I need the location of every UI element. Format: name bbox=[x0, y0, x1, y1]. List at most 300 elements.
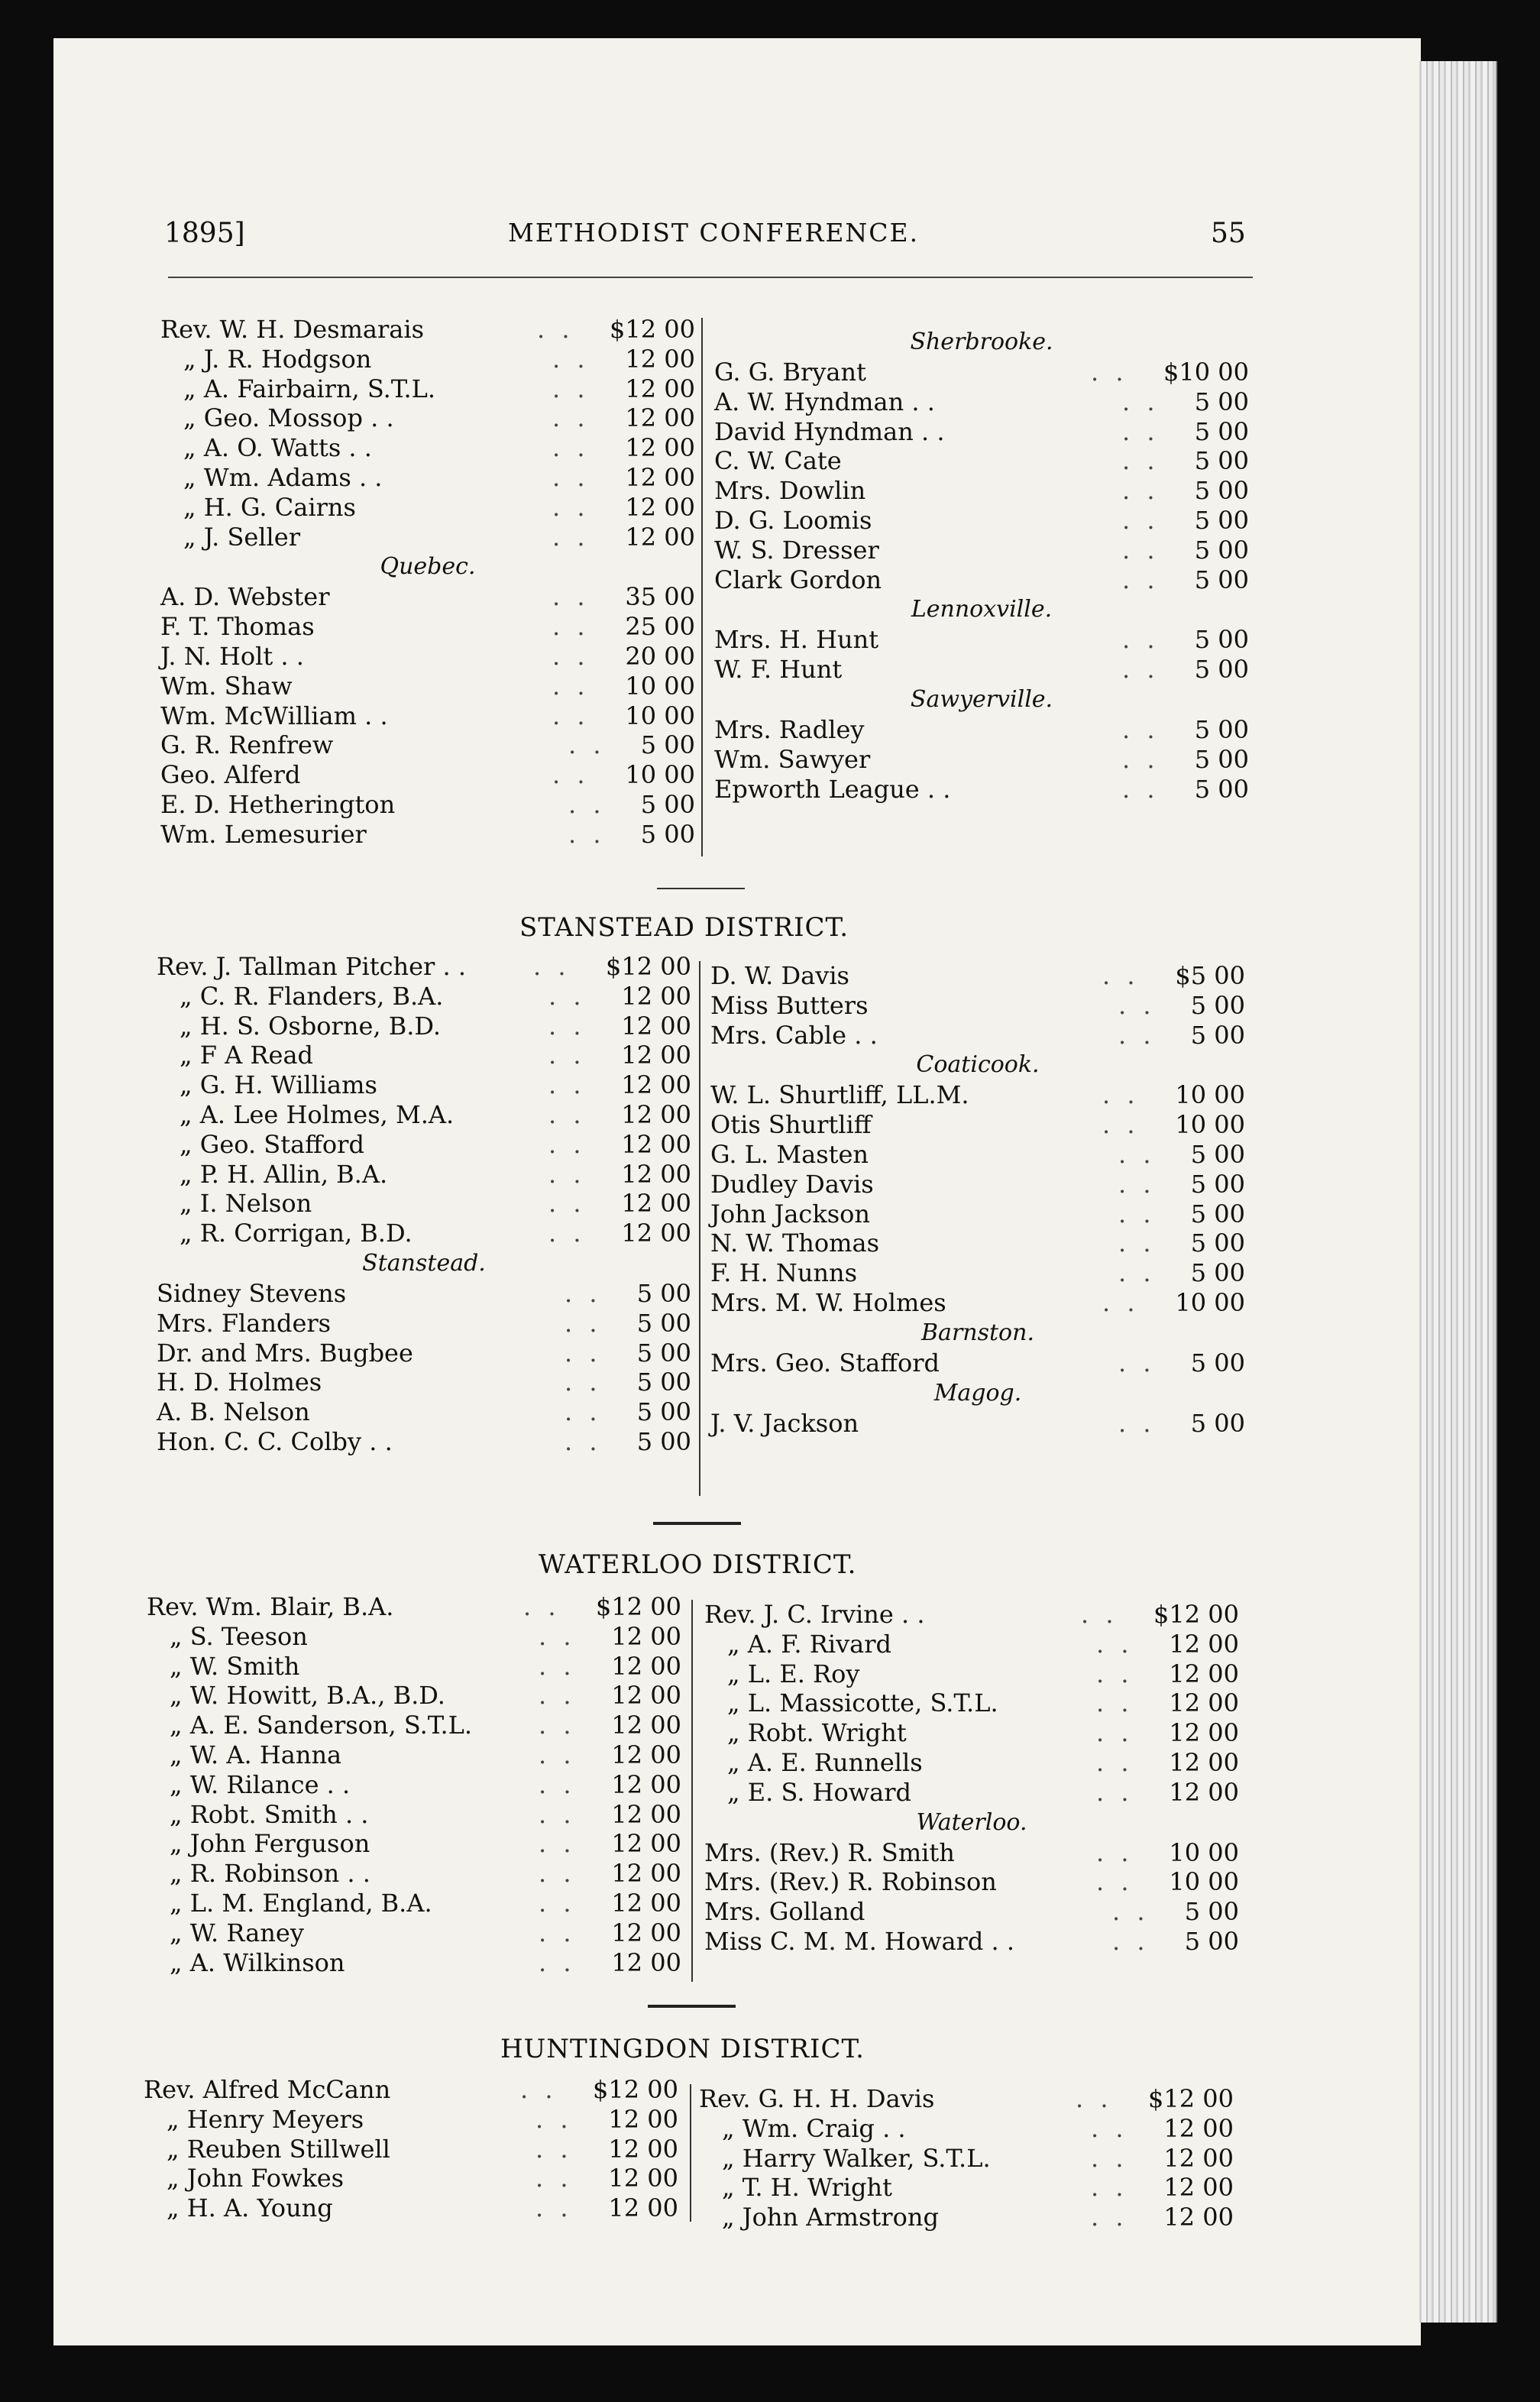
subscriber-name: G. R. Renfrew bbox=[160, 730, 334, 760]
subscriber-row bbox=[714, 476, 1249, 506]
dot-leader: . . bbox=[539, 1711, 576, 1740]
subscriber-row bbox=[710, 1409, 1245, 1439]
dot-leader: . . bbox=[552, 374, 590, 403]
subscriber-name: „ A. Fairbairn, S.T.L. bbox=[183, 374, 436, 403]
dot-leader: . . bbox=[1122, 714, 1160, 744]
subscription-amount: 5 00 bbox=[1194, 774, 1249, 804]
dot-leader: . . bbox=[1122, 416, 1160, 446]
subscriber-name: „ S. Teeson bbox=[170, 1621, 308, 1651]
subscriber-name: David Hyndman . . bbox=[714, 416, 945, 446]
dot-leader: . . bbox=[539, 1681, 576, 1711]
subscriber-name: „ Robt. Smith . . bbox=[170, 1799, 369, 1829]
subscription-amount: 10 00 bbox=[1169, 1867, 1239, 1897]
subscriber-name: „ Harry Walker, S.T.L. bbox=[722, 2143, 991, 2173]
subscriber-name: D. G. Loomis bbox=[714, 505, 872, 535]
subscription-amount: 12 00 bbox=[1169, 1777, 1239, 1807]
subscriber-name: A. B. Nelson bbox=[157, 1397, 310, 1427]
subscriber-name: „ W. Rilance . . bbox=[170, 1769, 351, 1799]
subscriber-row bbox=[157, 1219, 691, 1248]
subscriber-row bbox=[704, 1718, 1239, 1748]
subscriber-name: „ Robt. Wright bbox=[727, 1718, 907, 1748]
dot-leader: . . bbox=[1118, 990, 1156, 1020]
subscriber-name: C. W. Cate bbox=[714, 446, 842, 476]
subscriber-row bbox=[710, 1199, 1245, 1229]
column-divider bbox=[690, 2084, 691, 2222]
subscriber-row bbox=[157, 1041, 691, 1070]
subscriber-name: Miss Butters bbox=[710, 990, 869, 1020]
subscription-amount: 5 00 bbox=[1194, 655, 1249, 685]
subscriber-name: „ C. R. Flanders, B.A. bbox=[180, 981, 444, 1011]
dot-leader: . . bbox=[1118, 1229, 1156, 1258]
dot-leader: . . bbox=[1096, 1629, 1134, 1659]
subscription-amount: 10 00 bbox=[1169, 1837, 1239, 1867]
subscriber-row bbox=[714, 536, 1249, 565]
subscriber-name: „ F A Read bbox=[180, 1041, 313, 1070]
subscriber-name: J. N. Holt . . bbox=[160, 641, 304, 671]
subheading-locality: Sawyerville. bbox=[910, 685, 1053, 713]
dot-leader: . . bbox=[1122, 535, 1160, 565]
dot-leader: . . bbox=[552, 462, 590, 492]
header-rule bbox=[168, 277, 1253, 278]
subscriber-row bbox=[147, 1622, 681, 1652]
subscriber-row bbox=[147, 1829, 681, 1859]
subscription-amount: 5 00 bbox=[1194, 565, 1249, 594]
subscriber-name: H. D. Holmes bbox=[157, 1368, 322, 1397]
subscriber-row bbox=[157, 1309, 691, 1339]
subscriber-row bbox=[704, 1867, 1239, 1897]
subheading-locality: Magog. bbox=[933, 1379, 1022, 1407]
subscriber-name: „ E. S. Howard bbox=[727, 1777, 911, 1807]
subscriber-name: Mrs. M. W. Holmes bbox=[710, 1287, 946, 1317]
subscriber-row bbox=[714, 625, 1249, 655]
subscriber-row bbox=[710, 1140, 1245, 1170]
subscription-amount: 12 00 bbox=[621, 1159, 691, 1189]
subscription-amount: 12 00 bbox=[625, 492, 695, 522]
subscriber-row bbox=[157, 1279, 691, 1309]
subscription-amount: 12 00 bbox=[611, 1947, 681, 1977]
subscriber-name: „ A. F. Rivard bbox=[727, 1629, 892, 1659]
subscriber-row bbox=[704, 1838, 1239, 1868]
subscriber-row bbox=[160, 672, 695, 701]
section-separator bbox=[657, 888, 745, 889]
subscriber-name: Wm. Lemesurier bbox=[160, 819, 367, 849]
subscription-amount: 12 00 bbox=[1163, 2113, 1234, 2143]
subscription-amount: 12 00 bbox=[1169, 1747, 1239, 1777]
subscriber-name: Mrs. Cable . . bbox=[710, 1020, 878, 1050]
running-head-year: 1895] bbox=[164, 218, 245, 249]
subscription-amount: 5 00 bbox=[636, 1368, 691, 1397]
subscriber-row bbox=[160, 463, 695, 493]
dot-leader: . . bbox=[565, 1278, 602, 1308]
waterloo-left-column bbox=[147, 1592, 681, 1977]
subscriber-row bbox=[714, 417, 1249, 447]
stanstead-left-column bbox=[157, 952, 691, 1457]
subscriber-name: „ H. G. Cairns bbox=[183, 492, 356, 522]
subscriber-row bbox=[710, 1080, 1245, 1110]
subscriber-row bbox=[714, 565, 1249, 595]
subscriber-row bbox=[144, 2105, 678, 2135]
subscription-amount: 5 00 bbox=[1194, 446, 1249, 476]
stanstead-district-heading: STANSTEAD DISTRICT. bbox=[519, 912, 849, 943]
subscription-amount: $12 00 bbox=[593, 2075, 678, 2104]
dot-leader: . . bbox=[1102, 1080, 1140, 1110]
dot-leader: . . bbox=[1122, 387, 1160, 416]
subscriber-row bbox=[147, 1592, 681, 1622]
subscription-amount: $5 00 bbox=[1175, 961, 1245, 990]
subscription-amount: 12 00 bbox=[611, 1829, 681, 1859]
subscriber-name: Hon. C. C. Colby . . bbox=[157, 1426, 393, 1456]
subscription-amount: 12 00 bbox=[621, 1011, 691, 1041]
subscriber-name: „ J. Seller bbox=[183, 522, 300, 552]
subscriber-name: „ A. Lee Holmes, M.A. bbox=[180, 1099, 455, 1129]
subscription-amount: 12 00 bbox=[1163, 2203, 1234, 2232]
subscription-amount: 12 00 bbox=[1169, 1688, 1239, 1718]
subscription-amount: 5 00 bbox=[1194, 714, 1249, 744]
dot-leader: . . bbox=[1122, 476, 1160, 506]
dot-leader: . . bbox=[1091, 2173, 1128, 2203]
dot-leader: . . bbox=[548, 1219, 586, 1248]
subscriber-name: „ R. Corrigan, B.D. bbox=[180, 1219, 412, 1248]
dot-leader: . . bbox=[565, 1397, 602, 1427]
dot-leader: . . bbox=[539, 1769, 576, 1799]
subscriber-row bbox=[147, 1948, 681, 1978]
dot-leader: . . bbox=[539, 1829, 576, 1859]
subscription-amount: 5 00 bbox=[1190, 1408, 1245, 1438]
subscription-amount: 5 00 bbox=[1190, 1139, 1245, 1169]
dot-leader: . . bbox=[548, 1159, 586, 1189]
column-divider bbox=[701, 318, 703, 856]
subscriber-name: Rev. J. Tallman Pitcher . . bbox=[157, 952, 467, 981]
subscription-amount: 5 00 bbox=[640, 730, 695, 760]
subscriber-name: Rev. W. H. Desmarais bbox=[160, 315, 425, 344]
subscriber-row bbox=[157, 1427, 691, 1457]
subscriber-name: Wm. McWilliam . . bbox=[160, 701, 388, 730]
subscription-amount: 10 00 bbox=[1175, 1080, 1245, 1110]
dot-leader: . . bbox=[1118, 1020, 1156, 1050]
subscription-amount: 12 00 bbox=[611, 1651, 681, 1681]
subscriber-row bbox=[710, 1110, 1245, 1140]
subscriber-row bbox=[704, 1688, 1239, 1718]
subscriber-row bbox=[714, 506, 1249, 536]
subscription-amount: 12 00 bbox=[621, 1070, 691, 1100]
subscriber-row bbox=[714, 446, 1249, 476]
subscription-amount: 10 00 bbox=[625, 671, 695, 701]
subscriber-name: Mrs. H. Hunt bbox=[714, 625, 879, 655]
subscriber-row bbox=[160, 730, 695, 760]
subscriber-name: Epworth League . . bbox=[714, 774, 951, 804]
subscriber-name: Mrs. Dowlin bbox=[714, 476, 866, 506]
dot-leader: . . bbox=[1122, 774, 1160, 804]
subscription-amount: 10 00 bbox=[1175, 1287, 1245, 1317]
dot-leader: . . bbox=[552, 671, 590, 701]
subscription-amount: $12 00 bbox=[606, 952, 691, 981]
subscription-amount: 12 00 bbox=[1163, 2143, 1234, 2173]
subscriber-name: Dudley Davis bbox=[710, 1169, 874, 1199]
dot-leader: . . bbox=[1102, 1110, 1140, 1140]
subscription-amount: $12 00 bbox=[596, 1592, 681, 1621]
dot-leader: . . bbox=[1102, 1287, 1140, 1317]
subscriber-row bbox=[144, 2075, 678, 2105]
subscriber-row bbox=[157, 1339, 691, 1368]
column-divider bbox=[699, 961, 700, 1496]
subscriber-name: „ Reuben Stillwell bbox=[167, 2134, 390, 2164]
dot-leader: . . bbox=[535, 2104, 573, 2134]
continuation-right-column bbox=[714, 327, 1249, 804]
subscriber-name: „ John Fowkes bbox=[167, 2164, 345, 2193]
subscriber-row bbox=[699, 2203, 1234, 2232]
subscriber-name: „ Wm. Craig . . bbox=[722, 2113, 906, 2143]
subscriber-row bbox=[710, 961, 1245, 991]
subscriber-row bbox=[160, 315, 695, 345]
subscriber-row bbox=[157, 1160, 691, 1190]
subscriber-name: „ John Armstrong bbox=[722, 2203, 939, 2232]
subscriber-name: Mrs. Radley bbox=[714, 714, 865, 744]
dot-leader: . . bbox=[539, 1859, 576, 1889]
subscriber-name: Rev. Wm. Blair, B.A. bbox=[147, 1592, 394, 1621]
dot-leader: . . bbox=[1118, 1348, 1156, 1377]
subscriber-row bbox=[144, 2164, 678, 2193]
continuation-left-column bbox=[160, 315, 695, 850]
dot-leader: . . bbox=[552, 641, 590, 671]
subscriber-row bbox=[714, 775, 1249, 804]
dot-leader: . . bbox=[523, 1592, 561, 1621]
dot-leader: . . bbox=[535, 2134, 573, 2164]
running-head-title: METHODIST CONFERENCE. bbox=[508, 218, 920, 248]
subscriber-row bbox=[160, 374, 695, 404]
subscription-amount: 12 00 bbox=[621, 1099, 691, 1129]
subscriber-row bbox=[714, 387, 1249, 417]
dot-leader: . . bbox=[539, 1651, 576, 1681]
subscriber-name: Otis Shurtliff bbox=[710, 1110, 872, 1140]
subheading-locality: Quebec. bbox=[380, 553, 476, 581]
subheading-locality: Lennoxville. bbox=[911, 596, 1053, 623]
subscriber-name: Geo. Alferd bbox=[160, 760, 301, 790]
subscriber-row bbox=[699, 2084, 1234, 2114]
subscriber-row bbox=[160, 820, 695, 850]
subscriber-name: „ John Ferguson bbox=[170, 1829, 370, 1859]
subscription-amount: 5 00 bbox=[640, 789, 695, 819]
dot-leader: . . bbox=[1118, 1258, 1156, 1288]
dot-leader: . . bbox=[1118, 1199, 1156, 1229]
subscriber-row bbox=[147, 1770, 681, 1800]
subscription-amount: 5 00 bbox=[1194, 416, 1249, 446]
dot-leader: . . bbox=[1118, 1408, 1156, 1438]
subheading-locality: Coaticook. bbox=[916, 1051, 1040, 1079]
subscriber-name: F. T. Thomas bbox=[160, 612, 315, 642]
subscription-amount: 5 00 bbox=[636, 1397, 691, 1427]
subscriber-row bbox=[144, 2135, 678, 2164]
subscription-amount: 5 00 bbox=[636, 1308, 691, 1338]
dot-leader: . . bbox=[548, 1011, 586, 1041]
section-separator bbox=[653, 1522, 741, 1525]
subscriber-row bbox=[704, 1927, 1239, 1957]
subscriber-row bbox=[699, 2114, 1234, 2144]
dot-leader: . . bbox=[1112, 1897, 1150, 1927]
subscriber-name: G. L. Masten bbox=[710, 1139, 869, 1169]
subscriber-row bbox=[160, 523, 695, 552]
subscriber-row bbox=[147, 1681, 681, 1711]
subscriber-row bbox=[157, 1070, 691, 1100]
dot-leader: . . bbox=[565, 1338, 602, 1368]
subscriber-name: „ W. Smith bbox=[170, 1651, 300, 1681]
dot-leader: . . bbox=[552, 344, 590, 374]
huntingdon-left-column bbox=[144, 2075, 678, 2223]
subscriber-row bbox=[160, 612, 695, 642]
subscription-amount: 5 00 bbox=[636, 1278, 691, 1308]
subscription-amount: 12 00 bbox=[625, 374, 695, 403]
subscriber-name: Rev. G. H. H. Davis bbox=[699, 2084, 935, 2113]
subscriber-row bbox=[144, 2193, 678, 2223]
dot-leader: . . bbox=[565, 1368, 602, 1397]
dot-leader: . . bbox=[552, 433, 590, 463]
dot-leader: . . bbox=[548, 1189, 586, 1219]
subscription-amount: 20 00 bbox=[625, 641, 695, 671]
dot-leader: . . bbox=[568, 789, 606, 819]
subscriber-name: Miss C. M. M. Howard . . bbox=[704, 1926, 1015, 1956]
subscriber-row bbox=[147, 1652, 681, 1682]
subscription-amount: 5 00 bbox=[1194, 625, 1249, 655]
subscription-amount: 12 00 bbox=[625, 403, 695, 433]
dot-leader: . . bbox=[552, 582, 590, 612]
subscriber-row bbox=[699, 2144, 1234, 2174]
dot-leader: . . bbox=[1122, 505, 1160, 535]
dot-leader: . . bbox=[565, 1426, 602, 1456]
subscription-amount: 12 00 bbox=[611, 1711, 681, 1740]
subscription-amount: $12 00 bbox=[1153, 1600, 1239, 1629]
subscriber-name: W. F. Hunt bbox=[714, 655, 843, 685]
subscriber-name: Clark Gordon bbox=[714, 565, 882, 594]
subscriber-name: „ L. E. Roy bbox=[727, 1659, 860, 1688]
dot-leader: . . bbox=[548, 1099, 586, 1129]
dot-leader: . . bbox=[1122, 625, 1160, 655]
subscription-amount: 12 00 bbox=[608, 2104, 678, 2134]
subscription-amount: $12 00 bbox=[1148, 2084, 1234, 2113]
subscriber-row bbox=[710, 1258, 1245, 1288]
subscriber-row bbox=[160, 582, 695, 612]
subscriber-row bbox=[147, 1918, 681, 1948]
subscriber-name: Wm. Shaw bbox=[160, 671, 293, 701]
column-divider bbox=[691, 1600, 693, 1982]
subscriber-name: G. G. Bryant bbox=[714, 358, 866, 387]
subscriber-row bbox=[147, 1889, 681, 1918]
subscriber-row bbox=[710, 1170, 1245, 1199]
subscriber-row bbox=[157, 982, 691, 1012]
subscriber-row bbox=[704, 1600, 1239, 1630]
subscriber-name: „ I. Nelson bbox=[180, 1189, 312, 1219]
subscriber-row bbox=[147, 1711, 681, 1740]
subscriber-row bbox=[157, 1100, 691, 1130]
subscription-amount: 35 00 bbox=[625, 582, 695, 612]
subscriber-row bbox=[147, 1859, 681, 1889]
subscriber-name: „ H. A. Young bbox=[167, 2193, 333, 2223]
subscriber-row bbox=[704, 1630, 1239, 1659]
subheading-locality: Sherbrooke. bbox=[910, 329, 1053, 355]
section-separator bbox=[648, 2005, 736, 2008]
subscriber-name: „ A. Wilkinson bbox=[170, 1947, 345, 1977]
subscriber-name: D. W. Davis bbox=[710, 961, 849, 990]
subscriber-row bbox=[710, 1229, 1245, 1258]
subscriber-row bbox=[157, 952, 691, 982]
subscription-amount: 12 00 bbox=[625, 522, 695, 552]
subscription-amount: 12 00 bbox=[608, 2164, 678, 2193]
subscriber-name: „ L. Massicotte, S.T.L. bbox=[727, 1688, 998, 1718]
subscriber-name: Wm. Sawyer bbox=[714, 744, 871, 774]
dot-leader: . . bbox=[1096, 1747, 1134, 1777]
subscription-amount: 12 00 bbox=[608, 2193, 678, 2223]
subscription-amount: 12 00 bbox=[611, 1918, 681, 1947]
subscription-amount: 5 00 bbox=[1190, 990, 1245, 1020]
subscription-amount: 5 00 bbox=[1184, 1926, 1239, 1956]
dot-leader: . . bbox=[520, 2075, 558, 2104]
subscriber-name: „ H. S. Osborne, B.D. bbox=[180, 1011, 442, 1041]
dot-leader: . . bbox=[1122, 655, 1160, 685]
dot-leader: . . bbox=[1091, 2113, 1128, 2143]
dot-leader: . . bbox=[568, 819, 606, 849]
subscriber-name: „ Geo. Mossop . . bbox=[183, 403, 394, 433]
page-number: 55 bbox=[1211, 218, 1246, 249]
subscriber-row bbox=[160, 790, 695, 820]
waterloo-district-heading: WATERLOO DISTRICT. bbox=[539, 1549, 857, 1580]
subscription-amount: 12 00 bbox=[621, 1129, 691, 1159]
subscriber-row bbox=[160, 433, 695, 463]
subheading-locality: Waterloo. bbox=[916, 1808, 1027, 1836]
subscriber-row bbox=[710, 991, 1245, 1021]
subscription-amount: 5 00 bbox=[1194, 535, 1249, 565]
dot-leader: . . bbox=[552, 522, 590, 552]
subscriber-row bbox=[160, 493, 695, 523]
subscriber-name: J. V. Jackson bbox=[710, 1408, 859, 1438]
subscriber-name: „ Wm. Adams . . bbox=[183, 462, 383, 492]
dot-leader: . . bbox=[1118, 1139, 1156, 1169]
subscriber-row bbox=[714, 715, 1249, 745]
subscription-amount: 5 00 bbox=[1194, 744, 1249, 774]
subscription-amount: 5 00 bbox=[636, 1338, 691, 1368]
dot-leader: . . bbox=[1102, 961, 1140, 990]
subscription-amount: 10 00 bbox=[625, 760, 695, 790]
subscription-amount: 12 00 bbox=[611, 1888, 681, 1918]
subscription-amount: 5 00 bbox=[1194, 476, 1249, 506]
subscriber-name: Mrs. Geo. Stafford bbox=[710, 1348, 940, 1377]
dot-leader: . . bbox=[539, 1947, 576, 1977]
dot-leader: . . bbox=[537, 315, 574, 344]
subscription-amount: 5 00 bbox=[1190, 1020, 1245, 1050]
waterloo-right-column bbox=[704, 1600, 1239, 1957]
subheading-locality: Stanstead. bbox=[362, 1249, 486, 1277]
dot-leader: . . bbox=[1096, 1688, 1134, 1718]
subscriber-name: „ P. H. Allin, B.A. bbox=[180, 1159, 388, 1189]
dot-leader: . . bbox=[1091, 2203, 1128, 2232]
dot-leader: . . bbox=[1112, 1926, 1150, 1956]
subscriber-row bbox=[714, 358, 1249, 387]
subheading-locality: Barnston. bbox=[921, 1319, 1034, 1346]
dot-leader: . . bbox=[1122, 565, 1160, 594]
subscriber-row bbox=[710, 1348, 1245, 1378]
subscriber-row bbox=[160, 701, 695, 731]
subscriber-row bbox=[157, 1397, 691, 1427]
subscriber-name: Mrs. (Rev.) R. Robinson bbox=[704, 1867, 997, 1897]
subscription-amount: 12 00 bbox=[611, 1859, 681, 1889]
dot-leader: . . bbox=[548, 981, 586, 1011]
subscriber-row bbox=[160, 403, 695, 433]
subscription-amount: $12 00 bbox=[610, 315, 695, 344]
subscriber-name: „ Geo. Stafford bbox=[180, 1129, 364, 1159]
subscriber-row bbox=[157, 1130, 691, 1160]
dot-leader: . . bbox=[548, 1041, 586, 1070]
subscriber-name: Rev. Alfred McCann bbox=[144, 2075, 391, 2104]
subscription-amount: 5 00 bbox=[1190, 1229, 1245, 1258]
subscriber-name: Mrs. Flanders bbox=[157, 1308, 332, 1338]
subscriber-name: E. D. Hetherington bbox=[160, 789, 396, 819]
